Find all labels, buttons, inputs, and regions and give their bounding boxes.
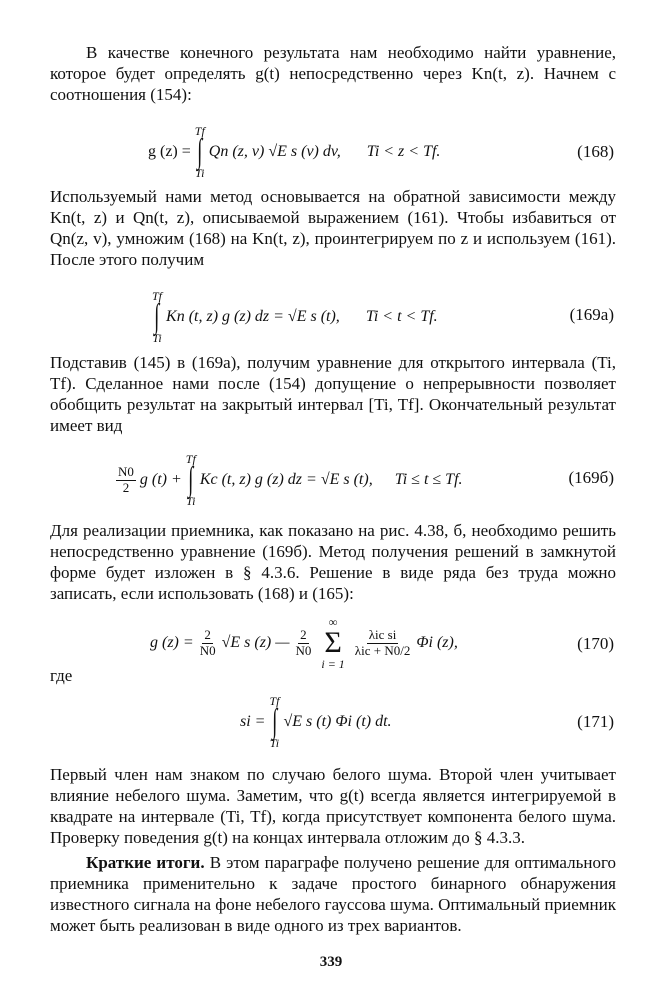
- equation-number: (169а): [569, 305, 614, 324]
- eq170-mid: √E s (z) —: [221, 634, 290, 651]
- equation-171: [0, 684, 662, 764]
- eq168-body: Qn (z, v) √E s (v) dv,: [208, 143, 341, 160]
- summary-body: В этом параграфе получено решение для оптимального приемника применительно к задаче простого бинарного обнаружения известного сигнала на фоне небелого гауссова шума. Оптимальный приемник может быть реализован в виде одного из трех вариантов.: [50, 853, 617, 935]
- equation-number: (169б): [568, 468, 614, 487]
- eq169a-body: Kn (t, z) g (z) dz = √E s (t),: [166, 308, 340, 325]
- eq168-condition: Ti < z < Tf.: [366, 143, 441, 160]
- integral-sign: Tf ∫ Ti: [269, 694, 280, 750]
- eq169a-condition: Ti < t < Tf.: [365, 308, 438, 325]
- sum-sign: ∞ Σ i = 1: [321, 615, 345, 671]
- equation-169b: [0, 440, 662, 520]
- paragraph-method: Используемый нами метод основывается на обратной зависимости между Kn(t, z) и Qn(t, z), описываемой выражением (161). Чтобы избавиться от Qn(z, v), умножим (168) на Kn(t, z), проинтегрируем по z и используем (161). После этого получим: [50, 187, 616, 269]
- equation-168: [0, 112, 662, 192]
- fraction: $\frac{\text{λic si}}{\text{λic + N0/2}}$: [354, 626, 411, 658]
- equation-169a: [0, 277, 662, 357]
- word-where: где: [50, 666, 73, 685]
- eq168-lhs: g (z) =: [148, 143, 191, 160]
- eq171-body: √E s (t) Φi (t) dt.: [283, 713, 392, 730]
- fraction: $\frac{2}{N0}$: [199, 626, 216, 658]
- eq169b-body: Kc (t, z) g (z) dz = √E s (t),: [199, 471, 373, 488]
- eq171-lhs: si =: [240, 713, 266, 730]
- integral-sign: Tf ∫ Ti: [194, 124, 205, 180]
- equation-number: (170): [577, 634, 614, 653]
- paragraph-implementation: Для реализации приемника, как показано на рис. 4.38, б, необходимо решить непосредственно уравнение (169б). Метод получения решений в замкнутой форме будет изложен в § 4.3.6. Решение в виде ряда без труда можно записать, если использовать (168) и (165):: [50, 521, 616, 603]
- page-number: 339: [319, 954, 343, 970]
- paragraph-summary: [50, 852, 616, 936]
- eq169b-lhs: g (t) +: [139, 471, 182, 488]
- eq170-lhs: g (z) =: [150, 634, 194, 651]
- equation-number: (168): [577, 142, 614, 161]
- fraction: $\frac{N0}{2}$: [118, 463, 134, 495]
- summary-heading: Краткие итоги.: [86, 853, 205, 872]
- fraction: $\frac{2}{N0}$: [295, 626, 312, 658]
- equation-number: (171): [577, 712, 614, 731]
- paragraph-discussion: Первый член нам знаком по случаю белого шума. Второй член учитывает влияние небелого шума. Заметим, что g(t) всегда является интегрируемой в квадрате на интервале (Ti, Tf), когда присутствует компонента белого шума. Проверку поведения g(t) на концах интервала отложим до § 4.3.3.: [50, 765, 616, 847]
- integral-sign: Tf ∫ Ti: [152, 289, 163, 345]
- paragraph-substitution: Подставив (145) в (169а), получим уравнение для открытого интервала (Ti, Tf). Сделанное нами после (154) допущение о непрерывности позволяет обобщить результат на закрытый интервал [Ti, Tf]. Окончательный результат имеет вид: [50, 353, 616, 435]
- eq169b-condition: Ti ≤ t ≤ Tf.: [394, 471, 463, 488]
- eq170-tail: Φi (z),: [416, 634, 458, 651]
- integral-sign: Tf ∫ Ti: [185, 452, 196, 508]
- paragraph-intro: В качестве конечного результата нам необходимо найти уравнение, которое будет определять g(t) непосредственно через Kn(t, z). Начнем с соотношения (154):: [50, 43, 616, 104]
